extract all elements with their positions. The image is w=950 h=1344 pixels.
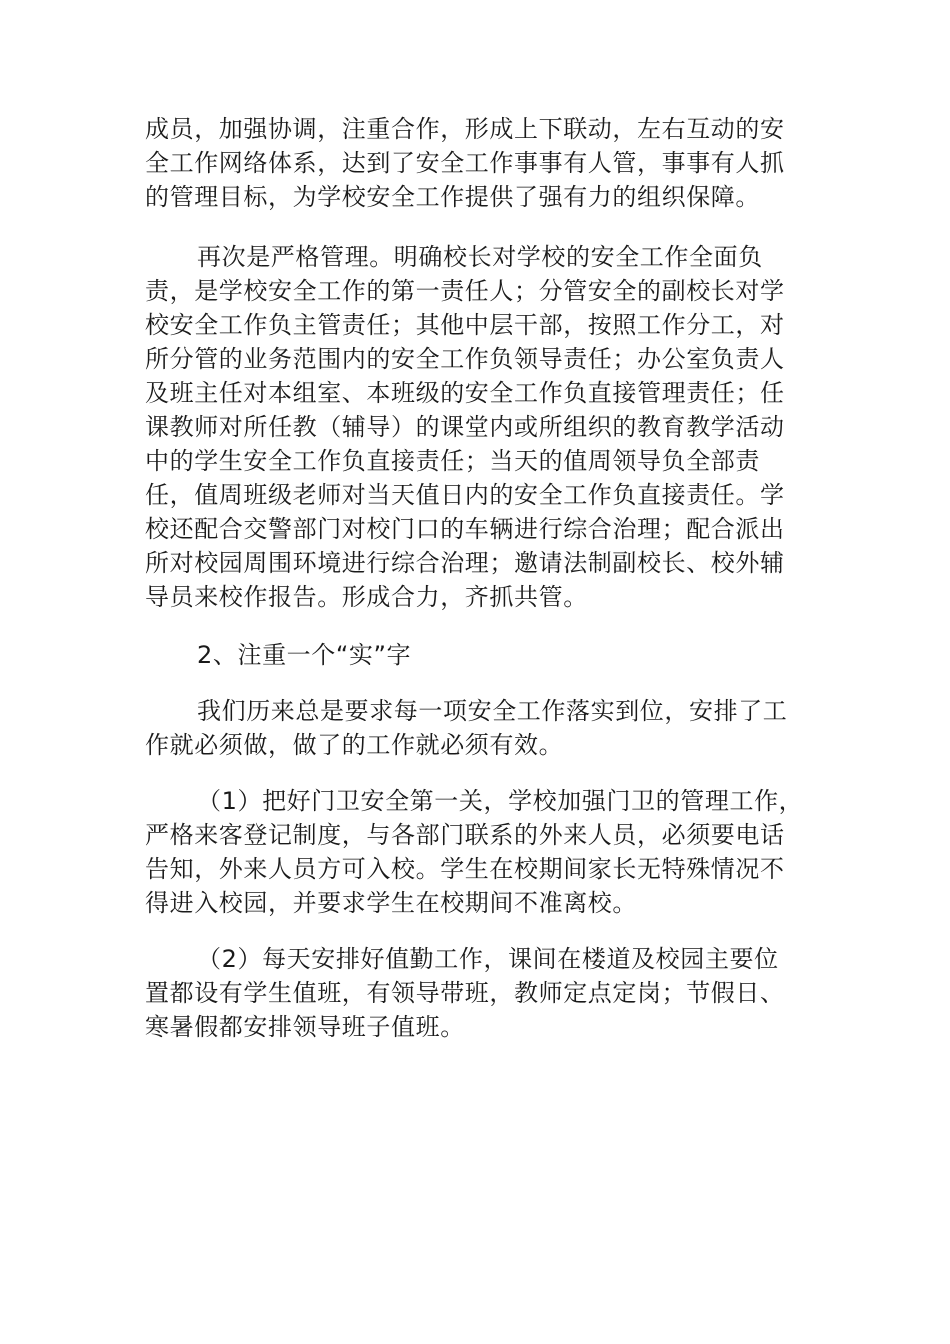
text-line: 中的学生安全工作负直接责任；当天的值周领导负全部责: [145, 447, 760, 475]
paragraph-gate-security: [145, 784, 813, 920]
text-line: 作就必须做，做了的工作就必须有效。: [145, 731, 564, 759]
text-line: 的管理目标，为学校安全工作提供了强有力的组织保障。: [145, 183, 760, 211]
heading-text: 2、注重一个“实”字: [197, 641, 412, 669]
text-line: 我们历来总是要求每一项安全工作落实到位，安排了工: [197, 697, 788, 725]
paragraph-practical: [145, 694, 813, 762]
text-line: 寒暑假都安排领导班子值班。: [145, 1013, 465, 1041]
paragraph-organization: [145, 112, 813, 214]
text-line: 及班主任对本组室、本班级的安全工作负直接管理责任；任: [145, 379, 785, 407]
text-line: （1）把好门卫安全第一关，学校加强门卫的管理工作，: [197, 787, 804, 815]
text-line: 再次是严格管理。明确校长对学校的安全工作全面负: [197, 243, 763, 271]
text-line: 校安全工作负主管责任；其他中层干部，按照工作分工，对: [145, 311, 785, 339]
text-line: 任，值周班级老师对当天值日内的安全工作负直接责任。学: [145, 481, 785, 509]
text-line: 所分管的业务范围内的安全工作负领导责任；办公室负责人: [145, 345, 785, 373]
text-line: 得进入校园，并要求学生在校期间不准离校。: [145, 889, 637, 917]
text-line: 课教师对所任教（辅导）的课堂内或所组织的教育教学活动: [145, 413, 785, 441]
text-line: （2）每天安排好值勤工作，课间在楼道及校园主要位: [197, 945, 779, 973]
text-line: 成员，加强协调，注重合作，形成上下联动，左右互动的安: [145, 115, 785, 143]
text-line: 导员来校作报告。形成合力，齐抓共管。: [145, 583, 588, 611]
text-line: 严格来客登记制度，与各部门联系的外来人员，必须要电话: [145, 821, 785, 849]
document-page: [145, 112, 813, 1044]
text-line: 全工作网络体系，达到了安全工作事事有人管，事事有人抓: [145, 149, 785, 177]
text-line: 置都设有学生值班，有领导带班，教师定点定岗；节假日、: [145, 979, 785, 1007]
text-line: 告知，外来人员方可入校。学生在校期间家长无特殊情况不: [145, 855, 785, 883]
text-line: 所对校园周围环境进行综合治理；邀请法制副校长、校外辅: [145, 549, 785, 577]
text-line: 责，是学校安全工作的第一责任人；分管安全的副校长对学: [145, 277, 785, 305]
section-heading: [145, 638, 813, 672]
text-line: 校还配合交警部门对校门口的车辆进行综合治理；配合派出: [145, 515, 785, 543]
paragraph-duty-arrangement: [145, 942, 813, 1044]
paragraph-strict-management: [145, 240, 813, 614]
